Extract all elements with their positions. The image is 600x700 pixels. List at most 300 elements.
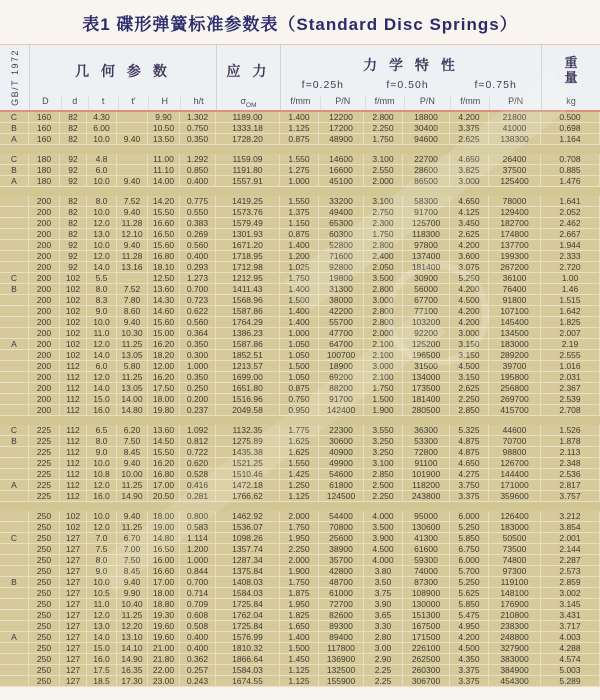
series-letter (0, 469, 29, 480)
cell: 13.05 (117, 383, 148, 394)
table-header (0, 44, 600, 110)
cell: 86500 (403, 176, 450, 187)
cell: 0.608 (180, 610, 216, 621)
cell: 89400 (319, 632, 364, 643)
cell: 49900 (319, 458, 364, 469)
cell: 160 (29, 112, 60, 123)
cell: 5.700 (450, 566, 489, 577)
cell: 127 (60, 533, 87, 544)
cell: 225 (29, 480, 60, 491)
group-gap (0, 187, 600, 196)
cell: 2.573 (541, 566, 600, 577)
series-letter (0, 251, 29, 262)
cell: 1576.99 (216, 632, 280, 643)
cell: 17.30 (117, 676, 148, 687)
cell: 0.200 (180, 394, 216, 405)
cell: 102 (60, 306, 87, 317)
cell: 12.0 (87, 218, 117, 229)
cell: 4.875 (450, 436, 489, 447)
cell: 112 (60, 383, 87, 394)
cell: 5.250 (450, 522, 489, 533)
cell: 54600 (319, 469, 364, 480)
table-row (0, 577, 600, 588)
cell: 15.50 (148, 207, 180, 218)
cell: 225 (29, 447, 60, 458)
cell: 60300 (319, 229, 364, 240)
cell: 3.600 (450, 251, 489, 262)
cell: 1.292 (180, 154, 216, 165)
cell: 17.00 (148, 480, 180, 491)
cell: 3.757 (541, 491, 600, 502)
cell: 2.000 (280, 511, 319, 522)
cell: 1275.89 (216, 436, 280, 447)
cell: 1.825 (280, 610, 319, 621)
cell: 91700 (403, 207, 450, 218)
cell: 3.000 (364, 361, 403, 372)
cell: 148100 (489, 588, 541, 599)
table-row (0, 196, 600, 207)
cell: 2.001 (541, 533, 600, 544)
cell: 48700 (319, 577, 364, 588)
cell: 250 (29, 643, 60, 654)
table-row (0, 544, 600, 555)
cell: 12200 (319, 112, 364, 123)
cell: 3.250 (364, 447, 403, 458)
cell: 19800 (319, 273, 364, 284)
cell: 6.00 (87, 123, 117, 134)
cell: 59300 (403, 555, 450, 566)
cell: 174800 (489, 229, 541, 240)
series-letter (0, 394, 29, 405)
cell: 1.125 (280, 491, 319, 502)
cell: 92200 (403, 328, 450, 339)
cell: 4.200 (450, 284, 489, 295)
cell: 267200 (489, 262, 541, 273)
cell: 12.0 (87, 251, 117, 262)
cell: 171500 (403, 632, 450, 643)
cell: 1725.84 (216, 599, 280, 610)
cell: 260300 (403, 665, 450, 676)
cell: 1.642 (541, 306, 600, 317)
cell: 1.775 (280, 425, 319, 436)
cell: 21800 (489, 112, 541, 123)
cell: 0.560 (180, 317, 216, 328)
cell: 0.844 (180, 566, 216, 577)
mechanical-column-group (280, 45, 541, 110)
cell: 8.0 (87, 436, 117, 447)
cell: 225 (29, 425, 60, 436)
cell: 200 (29, 383, 60, 394)
col-header-p-n-1: P/N (320, 95, 365, 111)
col-header-kg: kg (566, 96, 576, 106)
f-level-025h: f=0.25h (301, 79, 344, 91)
cell: 14.80 (117, 405, 148, 416)
cell: 3.30 (364, 621, 403, 632)
cell: 1.275 (280, 165, 319, 176)
cell: 112 (60, 480, 87, 491)
cell: 2.052 (541, 207, 600, 218)
cell: 1.625 (280, 436, 319, 447)
cell: 17.00 (148, 577, 180, 588)
cell: 138300 (489, 134, 541, 145)
table-row (0, 176, 600, 187)
cell: 112 (60, 361, 87, 372)
cell: 30400 (403, 123, 450, 134)
cell (117, 123, 148, 134)
cell: 38900 (319, 544, 364, 555)
cell: 1.450 (280, 654, 319, 665)
cell: 82 (60, 112, 87, 123)
cell: 0.400 (180, 251, 216, 262)
cell: 1375.84 (216, 566, 280, 577)
cell: 225 (29, 491, 60, 502)
cell: 18.80 (148, 599, 180, 610)
cell: 2.250 (280, 544, 319, 555)
cell: 72700 (319, 599, 364, 610)
cell: 2.333 (541, 251, 600, 262)
cell: 74000 (403, 566, 450, 577)
cell: 1301.93 (216, 229, 280, 240)
cell: 1.200 (280, 251, 319, 262)
cell: 5.250 (450, 577, 489, 588)
cell: 327900 (489, 643, 541, 654)
series-letter: B (0, 577, 29, 588)
cell: 1.050 (280, 339, 319, 350)
cell: 3.100 (364, 458, 403, 469)
cell: 72800 (403, 447, 450, 458)
cell: 1587.86 (216, 306, 280, 317)
cell: 6.5 (87, 425, 117, 436)
cell: 8.0 (87, 555, 117, 566)
cell: 82600 (319, 610, 364, 621)
cell: 14.10 (117, 643, 148, 654)
cell: 9.40 (117, 511, 148, 522)
cell: 9.40 (117, 458, 148, 469)
cell: 18800 (403, 112, 450, 123)
series-letter (0, 621, 29, 632)
cell: 61800 (319, 480, 364, 491)
cell: 2.19 (541, 339, 600, 350)
cell: 47700 (319, 328, 364, 339)
cell: 82 (60, 218, 87, 229)
cell: 26400 (489, 154, 541, 165)
col-header-p-n-2: P/N (404, 95, 451, 111)
cell: 200 (29, 405, 60, 416)
cell: 1866.64 (216, 654, 280, 665)
cell: 11.25 (117, 522, 148, 533)
cell: 2.348 (541, 458, 600, 469)
series-letter: A (0, 134, 29, 145)
cell: 10.0 (87, 577, 117, 588)
cell: 180 (29, 165, 60, 176)
cell: 1.000 (280, 176, 319, 187)
cell: 6.20 (117, 425, 148, 436)
cell: 4.500 (450, 295, 489, 306)
cell: 1.500 (364, 394, 403, 405)
cell: 17.5 (87, 665, 117, 676)
cell: 200 (29, 218, 60, 229)
cell: 112 (60, 436, 87, 447)
cell: 45100 (319, 176, 364, 187)
cell: 0.528 (180, 469, 216, 480)
cell: 11.0 (87, 599, 117, 610)
series-letter (0, 295, 29, 306)
cell: 1.000 (180, 361, 216, 372)
cell: 3.002 (541, 588, 600, 599)
cell: 1.050 (280, 350, 319, 361)
cell: 1.375 (280, 207, 319, 218)
cell: 0.350 (180, 134, 216, 145)
table-row (0, 262, 600, 273)
cell: 112 (60, 491, 87, 502)
cell: 35700 (319, 555, 364, 566)
cell: 1699.00 (216, 372, 280, 383)
cell: 4.8 (87, 154, 117, 165)
standard-label: GB/T 1972 (9, 49, 20, 106)
cell: 0.383 (180, 218, 216, 229)
series-letter (0, 383, 29, 394)
cell: 0.257 (180, 665, 216, 676)
cell: 1.950 (280, 533, 319, 544)
cell: 0.700 (180, 284, 216, 295)
cell: 1671.20 (216, 240, 280, 251)
cell: 1.200 (180, 544, 216, 555)
cell: 92 (60, 262, 87, 273)
cell: 78000 (489, 196, 541, 207)
cell: 67700 (403, 295, 450, 306)
cell: 0.237 (180, 405, 216, 416)
cell: 1.750 (364, 134, 403, 145)
col-header-sigma-om: $\sigma_{OM}$ (240, 96, 257, 109)
cell: 200 (29, 306, 60, 317)
cell: 2.367 (541, 383, 600, 394)
cell: 0.400 (180, 176, 216, 187)
cell: 4.000 (364, 555, 403, 566)
cell: 1.500 (280, 295, 319, 306)
cell: 2.817 (541, 480, 600, 491)
cell: 21.00 (148, 643, 180, 654)
cell: 250 (29, 566, 60, 577)
cell: 112 (60, 447, 87, 458)
cell: 3.431 (541, 610, 600, 621)
series-letter (0, 447, 29, 458)
cell: 183000 (489, 339, 541, 350)
cell: 2.536 (541, 469, 600, 480)
cell: 41300 (403, 533, 450, 544)
cell: 181400 (403, 262, 450, 273)
stress-subheader (217, 95, 280, 111)
cell: 14.0 (87, 350, 117, 361)
cell: 1.950 (280, 599, 319, 610)
cell: 5.289 (541, 676, 600, 687)
cell: 40900 (319, 447, 364, 458)
cell: 1411.43 (216, 284, 280, 295)
cell: 1386.23 (216, 328, 280, 339)
cell: 7.52 (117, 284, 148, 295)
cell: 9.40 (117, 176, 148, 187)
table-row (0, 436, 600, 447)
cell: 37500 (489, 165, 541, 176)
cell: 134500 (489, 328, 541, 339)
cell: 92 (60, 154, 87, 165)
cell: 1557.91 (216, 176, 280, 187)
cell: 2.250 (450, 394, 489, 405)
cell: 22300 (319, 425, 364, 436)
cell: 0.622 (180, 306, 216, 317)
page-title: 表1 碟形弹簧标准参数表（Standard Disc Springs） (82, 14, 518, 34)
cell: 1.476 (541, 176, 600, 187)
geometry-header: 几 何 参 数 (75, 63, 171, 79)
cell: 1.550 (280, 154, 319, 165)
cell: 11.25 (117, 610, 148, 621)
cell: 225 (29, 458, 60, 469)
cell: 1.400 (280, 632, 319, 643)
cell: 5.475 (450, 610, 489, 621)
table-row (0, 491, 600, 502)
cell: 18.10 (148, 262, 180, 273)
cell: 1.125 (280, 676, 319, 687)
table-row (0, 654, 600, 665)
cell: 16.50 (148, 229, 180, 240)
cell: 359600 (489, 491, 541, 502)
cell: 98800 (489, 447, 541, 458)
cell: 10.8 (87, 469, 117, 480)
cell: 19.30 (148, 610, 180, 621)
cell: 2.90 (364, 654, 403, 665)
cell: 4.200 (450, 306, 489, 317)
cell: 1408.03 (216, 577, 280, 588)
cell: 1.250 (280, 480, 319, 491)
cell: 1.750 (280, 273, 319, 284)
cell: 0.620 (180, 458, 216, 469)
cell: 16.50 (148, 544, 180, 555)
cell: 1.050 (280, 372, 319, 383)
cell: 1.750 (280, 577, 319, 588)
series-letter (0, 405, 29, 416)
cell (117, 154, 148, 165)
cell: 3.000 (450, 176, 489, 187)
cell: 1.025 (280, 262, 319, 273)
table-row (0, 676, 600, 687)
cell: 1189.00 (216, 112, 280, 123)
table-row (0, 383, 600, 394)
cell: 12.10 (117, 229, 148, 240)
cell: 102 (60, 339, 87, 350)
cell: 1.944 (541, 240, 600, 251)
cell: 18.00 (148, 511, 180, 522)
cell: 280500 (403, 405, 450, 416)
cell: 11.00 (148, 154, 180, 165)
weight-subheader (542, 95, 600, 111)
cell: 4.000 (364, 511, 403, 522)
cell: 200 (29, 361, 60, 372)
cell: 195800 (489, 372, 541, 383)
cell: 2.031 (541, 372, 600, 383)
cell: 14.90 (117, 491, 148, 502)
table-row (0, 610, 600, 621)
cell: 87300 (403, 577, 450, 588)
cell: 0.700 (180, 577, 216, 588)
cell: 1.878 (541, 436, 600, 447)
cell: 1.900 (364, 405, 403, 416)
cell: 0.812 (180, 436, 216, 447)
cell: 0.350 (180, 372, 216, 383)
cell: 92800 (319, 262, 364, 273)
cell: 2.555 (541, 350, 600, 361)
cell: 1.750 (364, 383, 403, 394)
cell: 130000 (403, 599, 450, 610)
cell: 12.0 (87, 480, 117, 491)
cell: 1191.80 (216, 165, 280, 176)
cell: 1.400 (280, 240, 319, 251)
cell: 9.40 (117, 207, 148, 218)
series-letter: C (0, 273, 29, 284)
cell: 3.750 (450, 480, 489, 491)
cell: 5.5 (87, 273, 117, 284)
cell: 256800 (489, 383, 541, 394)
cell: 42800 (319, 566, 364, 577)
series-letter: B (0, 165, 29, 176)
cell: 0.698 (541, 123, 600, 134)
cell: 1212.95 (216, 273, 280, 284)
cell: 306700 (403, 676, 450, 687)
cell: 155900 (319, 676, 364, 687)
cell: 14600 (319, 154, 364, 165)
cell: 0.714 (180, 588, 216, 599)
cell: 10.0 (87, 134, 117, 145)
cell: 2.287 (541, 555, 600, 566)
cell: 107100 (489, 306, 541, 317)
cell: 0.243 (180, 676, 216, 687)
cell: 4.574 (541, 654, 600, 665)
cell: 2.25 (364, 665, 403, 676)
cell: 1.302 (180, 112, 216, 123)
cell: 11.28 (117, 218, 148, 229)
cell: 3.854 (541, 522, 600, 533)
cell: 4.500 (450, 361, 489, 372)
cell: 118300 (403, 229, 450, 240)
cell: 1.46 (541, 284, 600, 295)
cell: 82 (60, 229, 87, 240)
cell: 7.00 (117, 544, 148, 555)
cell: 0.875 (280, 383, 319, 394)
cell: 1.092 (180, 425, 216, 436)
cell: 5.80 (117, 361, 148, 372)
cell: 142400 (319, 405, 364, 416)
cell: 5.850 (450, 533, 489, 544)
cell: 1.875 (280, 588, 319, 599)
cell: 82 (60, 123, 87, 134)
cell: 3.450 (450, 218, 489, 229)
cell: 112 (60, 394, 87, 405)
cell: 102 (60, 273, 87, 284)
cell: 151300 (403, 610, 450, 621)
cell: 2.500 (364, 480, 403, 491)
cell: 200 (29, 273, 60, 284)
cell: 91800 (489, 295, 541, 306)
cell: 0.722 (180, 447, 216, 458)
cell: 0.723 (180, 295, 216, 306)
cell: 14.20 (148, 196, 180, 207)
table-row (0, 480, 600, 491)
cell: 36300 (403, 425, 450, 436)
cell: 16.80 (148, 251, 180, 262)
cell: 1.750 (364, 229, 403, 240)
cell: 173500 (403, 383, 450, 394)
cell: 108900 (403, 588, 450, 599)
geometry-subheaders (30, 95, 216, 111)
cell: 250 (29, 621, 60, 632)
